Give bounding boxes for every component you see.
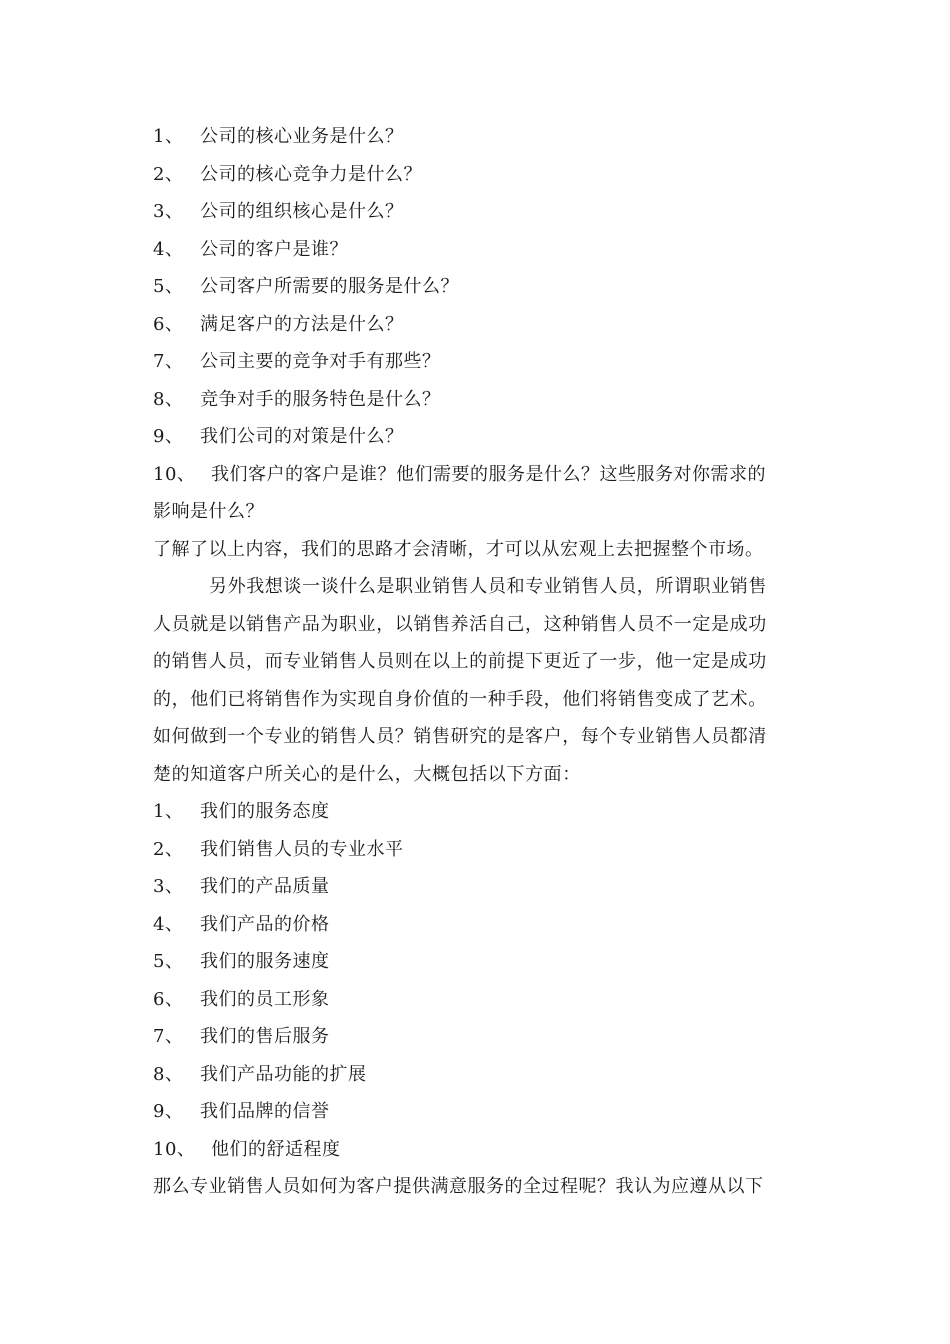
list-text: 我们销售人员的专业水平 xyxy=(200,838,404,860)
list-item xyxy=(153,306,803,344)
list-item xyxy=(153,343,803,381)
list-number: 5、 xyxy=(153,276,184,297)
questions-list xyxy=(153,118,803,531)
list-item xyxy=(153,418,803,456)
list-text: 满足客户的方法是什么？ xyxy=(200,313,404,335)
list-number: 4、 xyxy=(153,913,184,935)
list-text: 公司的核心业务是什么？ xyxy=(200,126,404,147)
list-item xyxy=(153,231,803,269)
list-text: 公司的组织核心是什么？ xyxy=(200,201,404,222)
list-number: 4、 xyxy=(153,238,184,260)
list-item xyxy=(153,906,803,944)
list-number: 5、 xyxy=(153,951,184,972)
list-text: 公司客户所需要的服务是什么？ xyxy=(200,276,459,297)
list-number: 7、 xyxy=(153,351,184,372)
list-text: 我们的服务态度 xyxy=(200,801,330,822)
list-item xyxy=(153,1093,803,1131)
list-text: 公司的核心竞争力是什么？ xyxy=(200,163,422,185)
list-number: 7、 xyxy=(153,1026,184,1047)
list-text: 我们产品功能的扩展 xyxy=(200,1063,367,1085)
list-item xyxy=(153,381,803,419)
list-number: 9、 xyxy=(153,1101,184,1122)
document-body xyxy=(153,118,803,1206)
list-text: 他们的舒适程度 xyxy=(211,1138,341,1160)
list-item xyxy=(153,793,803,831)
list-text: 我们的售后服务 xyxy=(200,1026,330,1047)
list-text: 我们产品的价格 xyxy=(200,913,330,935)
list-number: 6、 xyxy=(153,988,184,1010)
list-text: 竞争对手的服务特色是什么？ xyxy=(200,388,441,410)
list-number: 1、 xyxy=(153,801,184,822)
list-text: 我们客户的客户是谁？他们需要的服务是什么？这些服务对你需求的 xyxy=(211,463,766,485)
list-number: 2、 xyxy=(153,163,184,185)
list-text: 我们的服务速度 xyxy=(200,951,330,972)
list-number: 10、 xyxy=(153,1138,196,1160)
list-number: 6、 xyxy=(153,313,184,335)
list-item xyxy=(153,831,803,869)
paragraph-line: 楚的知道客户所关心的是什么，大概包括以下方面： xyxy=(153,763,581,785)
list-number: 3、 xyxy=(153,201,184,222)
paragraph-line: 的，他们已将销售作为实现自身价值的一种手段，他们将销售变成了艺术。 xyxy=(153,688,767,710)
paragraph-line: 人员就是以销售产品为职业，以销售养活自己，这种销售人员不一定是成功 xyxy=(153,613,767,635)
list-item xyxy=(153,981,803,1019)
summary-text: 了解了以上内容，我们的思路才会清晰，才可以从宏观上去把握整个市场。 xyxy=(153,538,764,560)
list-text: 我们的员工形象 xyxy=(200,988,330,1010)
paragraph-line: 另外我想谈一谈什么是职业销售人员和专业销售人员，所谓职业销售 xyxy=(209,576,767,597)
closing-text: 那么专业销售人员如何为客户提供满意服务的全过程呢？我认为应遵从以下 xyxy=(153,1176,764,1197)
list-number: 9、 xyxy=(153,426,184,447)
list-text: 我们公司的对策是什么？ xyxy=(200,426,404,447)
list-item xyxy=(153,118,803,156)
concerns-list xyxy=(153,793,803,1168)
list-number: 1、 xyxy=(153,126,184,147)
list-text: 公司的客户是谁？ xyxy=(200,238,348,260)
list-item xyxy=(153,868,803,906)
list-number: 2、 xyxy=(153,838,184,860)
list-number: 10、 xyxy=(153,463,196,485)
list-item-continuation: 影响是什么？ xyxy=(153,501,264,522)
list-item xyxy=(153,156,803,194)
paragraph-line: 的销售人员，而专业销售人员则在以上的前提下更近了一步，他一定是成功 xyxy=(153,651,767,672)
list-item xyxy=(153,1056,803,1094)
paragraph-line: 如何做到一个专业的销售人员？销售研究的是客户，每个专业销售人员都清 xyxy=(153,726,767,747)
list-number: 8、 xyxy=(153,1063,184,1085)
list-item xyxy=(153,1131,803,1169)
list-text: 公司主要的竞争对手有那些？ xyxy=(200,351,441,372)
list-number: 3、 xyxy=(153,876,184,897)
list-item xyxy=(153,268,803,306)
list-item xyxy=(153,456,803,494)
list-number: 8、 xyxy=(153,388,184,410)
list-text: 我们的产品质量 xyxy=(200,876,330,897)
list-item xyxy=(153,193,803,231)
list-text: 我们品牌的信誉 xyxy=(200,1101,330,1122)
list-item xyxy=(153,1018,803,1056)
body-paragraph xyxy=(153,568,803,793)
list-item xyxy=(153,943,803,981)
